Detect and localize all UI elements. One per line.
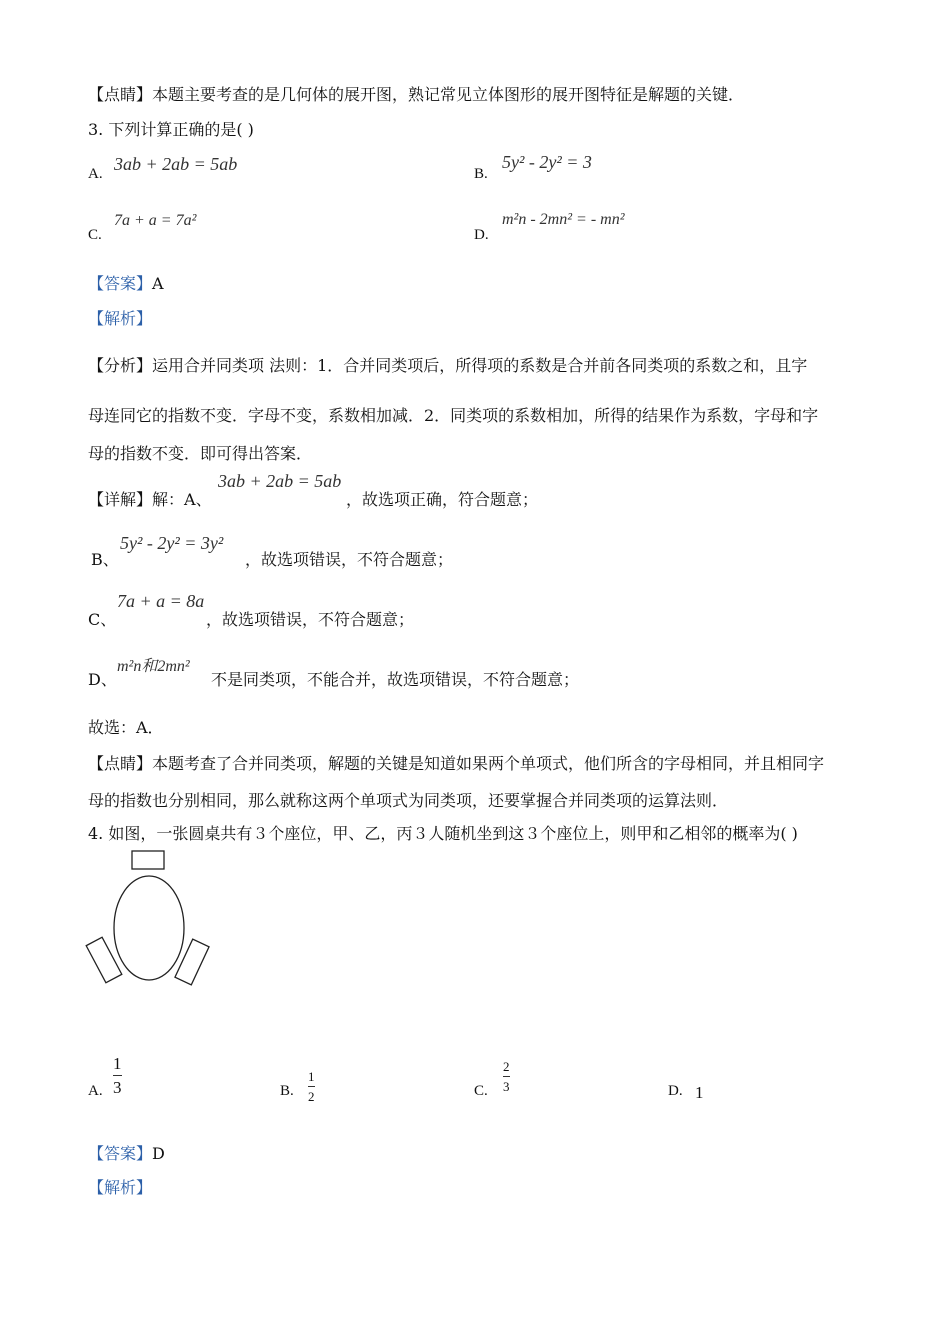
table-ellipse [114, 876, 184, 980]
q4-option-d-value: 1 [695, 1083, 704, 1102]
q3-option-a-label: A. [88, 166, 103, 182]
q3-option-b-expr: 5y² - 2y² = 3 [502, 152, 592, 172]
xiangjie-a-expr: 3ab + 2ab = 5ab [218, 471, 342, 491]
xiangjie-a-text: ，故选项正确，符合题意； [346, 490, 539, 509]
q4-option-b-label: B. [280, 1083, 294, 1099]
dianjing2-line-1 [88, 751, 824, 774]
dianjing2-line-2: 母的指数也分别相同，那么就称这两个单项式为同类项，还要掌握合并同类项的运算法则． [88, 791, 729, 810]
q4-option-b-fraction [308, 1070, 315, 1103]
q4-title: 4. 如图，一张圆桌共有３个座位，甲、乙，丙３人随机坐到这３个座位上，则甲和乙相邻的概率为( ) [88, 824, 798, 843]
q4-option-a-fraction [113, 1055, 122, 1096]
q3-option-c-expr: 7a + a = 7a² [114, 212, 197, 229]
fraction-bar [113, 1075, 122, 1076]
xiangjie-b-expr: 5y² - 2y² = 3y² [120, 533, 224, 553]
xiangjie-d-prefix: D、 [88, 670, 117, 689]
right-seat [175, 939, 209, 985]
q3-option-d-label: D. [474, 227, 489, 243]
xiangjie-d-expr: m²n和2mn² [117, 658, 190, 675]
fenxi-line-3: 母的指数不变．即可得出答案． [88, 444, 313, 463]
q4-option-c-label: C. [474, 1083, 488, 1099]
q3-jiexi-tag: 【解析】 [88, 309, 153, 328]
xiangjie-b-text: ，故选项错误，不符合题意； [245, 550, 454, 569]
xiangjie-c-expr: 7a + a = 8a [117, 591, 205, 611]
q4-option-c-fraction [503, 1060, 510, 1093]
top-seat [132, 851, 164, 869]
q4-b-denominator: 2 [308, 1089, 315, 1104]
q3-option-d-expr: m²n - 2mn² = - mn² [502, 211, 625, 228]
q4-c-numerator: 2 [503, 1059, 510, 1074]
fenxi-text-1: 运用合并同类项 法则：1．合并同类项后，所得项的系数是合并前各同类项的系数之和，且字 [152, 356, 808, 375]
q4-b-numerator: 1 [308, 1069, 315, 1084]
xiangjie-conclusion: 故选：A． [88, 718, 164, 737]
fraction-bar [503, 1076, 510, 1077]
xiangjie-c-prefix: C、 [88, 610, 117, 629]
answer-value: D [152, 1144, 165, 1163]
q4-option-d-label: D. [668, 1083, 683, 1099]
q4-jiexi-tag: 【解析】 [88, 1178, 153, 1197]
q3-option-c-label: C. [88, 227, 102, 243]
q3-option-b-label: B. [474, 166, 488, 182]
fenxi-line-2: 母连同它的指数不变．字母不变，系数相加减．2．同类项的系数相加，所得的结果作为系数，字母和字 [88, 406, 819, 425]
xiangjie-c-text: ，故选项错误，不符合题意； [206, 610, 415, 629]
dianjing-tag: 【点睛】 [88, 85, 153, 104]
q4-answer [88, 1141, 165, 1164]
q4-c-denominator: 3 [503, 1079, 510, 1094]
xiangjie-b-prefix: B、 [91, 550, 119, 569]
dianjing2-tag: 【点睛】 [88, 754, 153, 773]
q4-a-denominator: 3 [113, 1078, 122, 1097]
dianjing-text: 本题主要考查的是几何体的展开图，熟记常见立体图形的展开图特征是解题的关键． [152, 85, 745, 104]
q3-option-a-expr: 3ab + 2ab = 5ab [114, 154, 238, 174]
left-seat [86, 937, 122, 983]
round-table-diagram [80, 845, 220, 995]
xiangjie-d-text: 不是同类项，不能合并，故选项错误，不符合题意； [211, 670, 580, 689]
dianjing2-text-1: 本题考查了合并同类项，解题的关键是知道如果两个单项式，他们所含的字母相同，并且相同字 [152, 754, 825, 773]
q4-a-numerator: 1 [113, 1054, 122, 1073]
xiangjie-a-line [88, 487, 212, 510]
xiangjie-a-prefix: 解：A、 [152, 490, 212, 509]
fenxi-line-1 [88, 353, 807, 376]
q3-title: 3. 下列计算正确的是( ) [88, 120, 254, 139]
q3-answer [88, 271, 164, 294]
answer-value: A [152, 274, 164, 293]
answer-tag: 【答案】 [88, 274, 153, 293]
answer-tag: 【答案】 [88, 1144, 153, 1163]
q4-option-a-label: A. [88, 1083, 103, 1099]
fraction-bar [308, 1086, 315, 1087]
xiangjie-tag: 【详解】 [88, 490, 153, 509]
fenxi-tag: 【分析】 [88, 356, 153, 375]
dianjing-paragraph [88, 82, 744, 105]
